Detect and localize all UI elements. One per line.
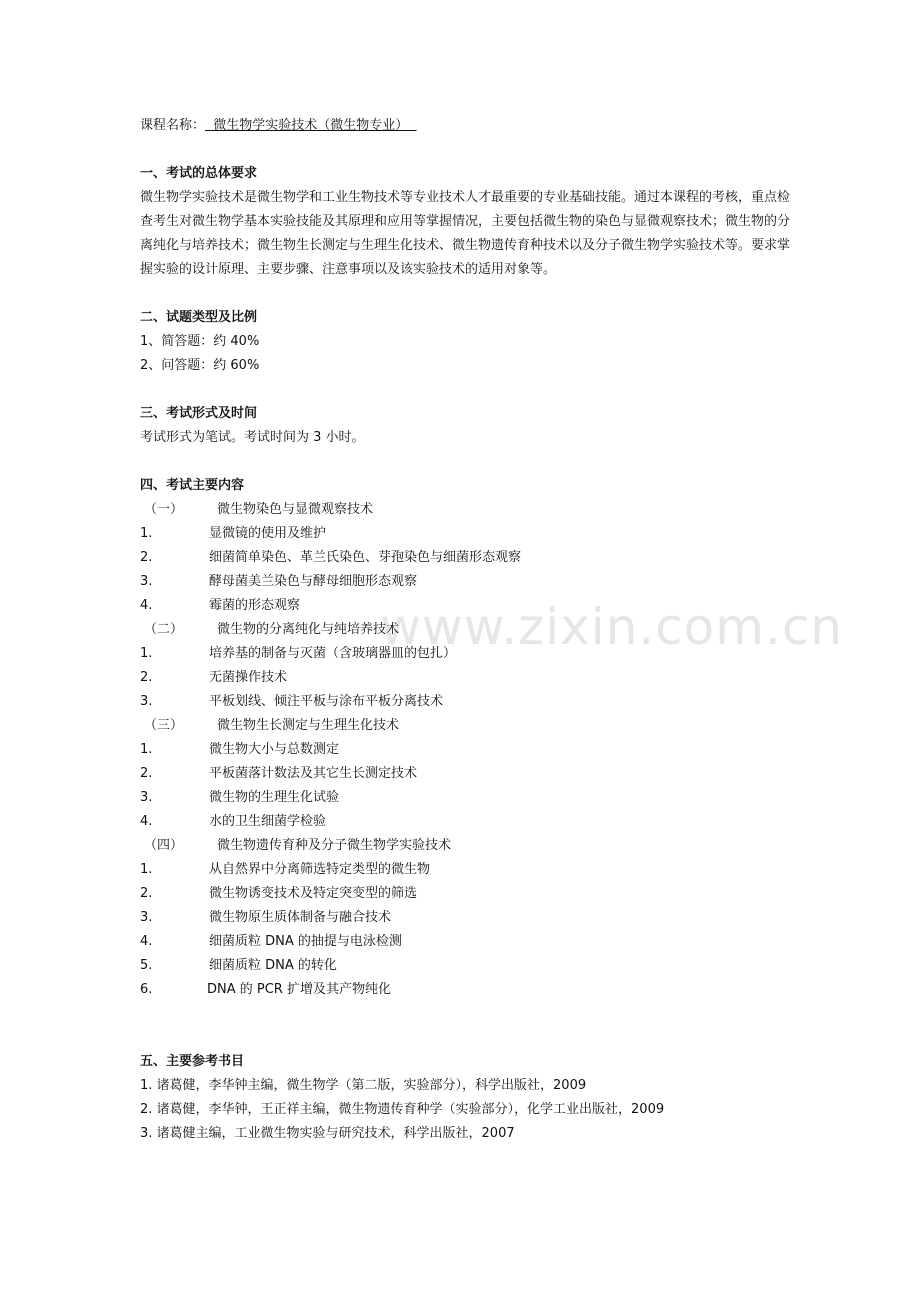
list-item [140,882,790,906]
item-number: 4. [140,934,153,949]
section-references [140,1050,790,1146]
section-heading: 五、主要参考书目 [140,1054,245,1069]
item-text: DNA 的 PCR 扩增及其产物纯化 [207,982,391,997]
item-number: 2. [140,766,153,781]
question-type-item: 2、问答题：约 60% [140,358,260,373]
list-item [140,810,790,834]
item-number: 2. [140,550,153,565]
list-item [140,570,790,594]
section-heading: 一、考试的总体要求 [140,166,258,181]
content-group-heading [140,834,790,858]
item-text: 微生物的生理生化试验 [209,790,340,805]
content-group-heading [140,498,790,522]
list-item [140,738,790,762]
course-name-value: 微生物学实验技术（微生物专业） [205,118,417,133]
item-text: 微生物大小与总数测定 [209,742,340,757]
item-text: 酵母菌美兰染色与酵母细胞形态观察 [209,574,418,589]
list-item [140,978,790,1002]
item-text: 微生物诱变技术及特定突变型的筛选 [209,886,418,901]
item-text: 培养基的制备与灭菌（含玻璃器皿的包扎） [209,646,457,661]
item-number: 4. [140,814,153,829]
item-number: 4. [140,598,153,613]
list-item [140,858,790,882]
item-number: 5. [140,958,153,973]
item-text: 从自然界中分离筛选特定类型的微生物 [209,862,431,877]
item-number: 3. [140,910,153,925]
reference-item: 1. 诸葛健，李华钟主编，微生物学（第二版，实验部分），科学出版社，2009 [140,1078,587,1093]
list-item [140,762,790,786]
course-name-line [140,114,790,138]
item-text: 细菌质粒 DNA 的转化 [209,958,337,973]
content-group-heading [140,714,790,738]
item-number: 3. [140,574,153,589]
item-text: 细菌简单染色、革兰氏染色、芽孢染色与细菌形态观察 [209,550,522,565]
list-item [140,594,790,618]
item-number: 1. [140,646,153,661]
list-item [140,906,790,930]
item-text: 平板菌落计数法及其它生长测定技术 [209,766,418,781]
item-number: 2. [140,670,153,685]
list-item [140,666,790,690]
watermark-text: www.zixin.com.cn [380,598,844,656]
list-item [140,522,790,546]
item-number: 3. [140,694,153,709]
group-number: （一） [144,502,184,517]
item-number: 1. [140,862,153,877]
item-text: 平板划线、倾注平板与涂布平板分离技术 [209,694,444,709]
question-type-item: 1、简答题：约 40% [140,334,260,349]
item-text: 无菌操作技术 [209,670,288,685]
general-requirements-paragraph: 微生物学实验技术是微生物学和工业生物技术等专业技术人才最重要的专业基础技能。通过本课程的考核，重点检查考生对微生物学基本实验技能及其原理和应用等掌握情况，主要包括微生物的染色与显微观察技术；微生物的分离纯化与培养技术；微生物生长测定与生理生化技术、微生物遗传育种技术以及分子微生物学实验技术等。要求掌握实验的设计原理、主要步骤、注意事项以及该实验技术的适用对象等。 [140,190,791,277]
list-item [140,930,790,954]
list-item [140,546,790,570]
item-number: 1. [140,526,153,541]
section-question-types [140,306,790,378]
list-item [140,642,790,666]
document-page [140,114,790,1170]
list-item [140,786,790,810]
item-number: 6. [140,982,153,997]
section-main-content [140,474,790,1002]
item-number: 1. [140,742,153,757]
group-number: （二） [144,622,184,637]
section-heading: 三、考试形式及时间 [140,406,258,421]
group-title: 微生物生长测定与生理生化技术 [217,718,400,733]
item-number: 3. [140,790,153,805]
reference-item: 3. 诸葛健主编，工业微生物实验与研究技术，科学出版社，2007 [140,1126,515,1141]
item-text: 霉菌的形态观察 [209,598,301,613]
list-item [140,954,790,978]
section-heading: 二、试题类型及比例 [140,310,258,325]
group-title: 微生物的分离纯化与纯培养技术 [217,622,400,637]
section-heading: 四、考试主要内容 [140,478,245,493]
reference-item: 2. 诸葛健，李华钟，王正祥主编，微生物遗传育种学（实验部分），化学工业出版社，2009 [140,1102,665,1117]
content-group-heading [140,618,790,642]
item-text: 显微镜的使用及维护 [209,526,327,541]
item-number: 2. [140,886,153,901]
course-name-label: 课程名称： [140,118,206,133]
group-number: （三） [144,718,184,733]
item-text: 细菌质粒 DNA 的抽提与电泳检测 [209,934,402,949]
item-text: 微生物原生质体制备与融合技术 [209,910,392,925]
section-general-requirements [140,162,790,282]
group-title: 微生物染色与显微观察技术 [217,502,374,517]
item-text: 水的卫生细菌学检验 [209,814,327,829]
exam-format-text: 考试形式为笔试。考试时间为 3 小时。 [140,430,365,445]
section-exam-format [140,402,790,450]
group-title: 微生物遗传育种及分子微生物学实验技术 [217,838,452,853]
list-item [140,690,790,714]
group-number: （四） [144,838,184,853]
